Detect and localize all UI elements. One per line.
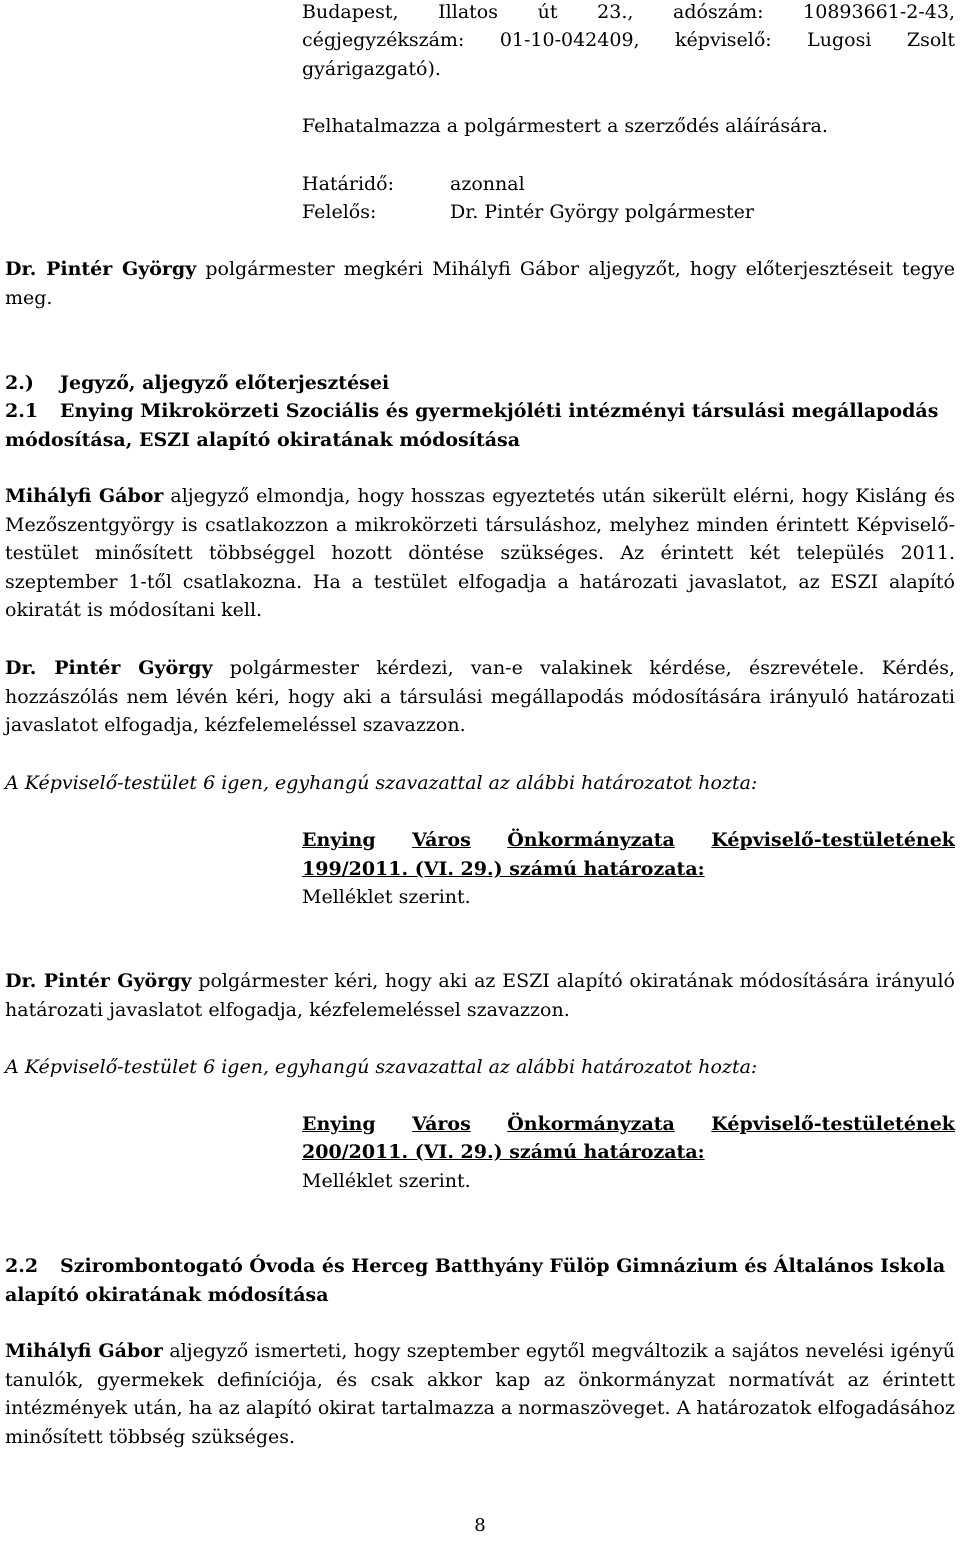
speaker-name: Dr. Pintér György [5, 657, 213, 679]
continued-paragraph-line-2 [302, 26, 955, 55]
heading-word: Önkormányzata [507, 829, 675, 851]
responsible-label: Felelős: [302, 201, 377, 223]
heading-word: Enying [302, 829, 376, 851]
heading-word: Képviselő-testületének [711, 829, 955, 851]
resolution-1-number: 199/2011. (VI. 29.) számú határozata: [302, 858, 705, 880]
deadline-value: azonnal [450, 173, 525, 195]
page-number: 8 [474, 1515, 486, 1536]
text-line: cégjegyzékszám: 01-10-042409, képviselő: Lugosi Zsolt [302, 29, 955, 51]
continued-paragraph-line-1 [302, 0, 955, 27]
heading-word: Város [412, 1113, 471, 1135]
speaker-name: Dr. Pintér György [5, 258, 197, 280]
item-2-1-heading [5, 397, 955, 454]
item-title: Enying Mikrokörzeti Szociális és gyermekjóléti intézményi társulási megállapodás módosítása, ESZI alapító okiratának módosítása [5, 400, 939, 451]
paragraph-mayor-1 [5, 654, 955, 740]
resolution-2-number: 200/2011. (VI. 29.) számú határozata: [302, 1141, 705, 1163]
resolution-1-body: Melléklet szerint. [302, 886, 471, 908]
heading-word: Város [412, 829, 471, 851]
vote-statement-2: A Képviselő-testület 6 igen, egyhangú szavazattal az alábbi határozatot hozta: [5, 1056, 758, 1078]
item-title: Szirombontogató Óvoda és Herceg Batthyány Fülöp Gimnázium és Általános Iskola alapító okiratának módosítása [5, 1255, 946, 1306]
paragraph-text: polgármester megkéri Mihályfi Gábor aljegyzőt, hogy előterjesztéseit tegye meg. [5, 258, 955, 309]
deadline-label: Határidő: [302, 173, 395, 195]
text-line: gyárigazgató). [302, 58, 441, 80]
paragraph-mihalyfi-2 [5, 1337, 955, 1451]
resolution-2-heading [302, 1110, 955, 1139]
resolution-1-heading [302, 826, 955, 855]
paragraph-text: polgármester kérdezi, van-e valakinek kérdése, észrevétele. Kérdés, hozzászólás nem lévén kéri, hogy aki a társulási megállapodás módosítására irányuló határozati javaslatot elfogadja, kézfelemeléssel szavazzon. [5, 657, 955, 736]
section-number: 2.) [5, 372, 34, 394]
speaker-name: Dr. Pintér György [5, 970, 192, 992]
speaker-name: Mihályfi Gábor [5, 1340, 163, 1362]
mayor-request-paragraph [5, 255, 955, 312]
paragraph-text: aljegyző ismerteti, hogy szeptember egytől megváltozik a sajátos nevelési igényű tanulók, gyermekek definíciója, és csak akkor kap az önkormányzat normatívát az érintett intézmények után, ha az alapító okirat tartalmazza a normaszöveget. A határozatok elfogadásához minősített többség szükséges. [5, 1340, 955, 1448]
item-number: 2.1 [5, 400, 39, 422]
paragraph-text: aljegyző elmondja, hogy hosszas egyeztetés után sikerült elérni, hogy Kisláng és Mezőszentgyörgy is csatlakozzon a mikrokörzeti társuláshoz, melyhez minden érintett Képviselő-testület minősített többséggel hozott döntése szükséges. Az érintett két település 2011. szeptember 1-től csatlakozna. Ha a testület elfogadja a határozati javaslatot, az ESZI alapító okiratát is módosítani kell. [5, 485, 955, 621]
continued-paragraph-line-3 [302, 55, 441, 84]
responsible-row [302, 198, 754, 227]
item-2-2-heading [5, 1252, 955, 1309]
vote-statement-1: A Képviselő-testület 6 igen, egyhangú szavazattal az alábbi határozatot hozta: [5, 772, 758, 794]
deadline-row [302, 170, 525, 199]
paragraph-mihalyfi-1 [5, 482, 955, 625]
speaker-name: Mihályfi Gábor [5, 485, 164, 507]
resolution-2-body: Melléklet szerint. [302, 1170, 471, 1192]
section-title: Jegyző, aljegyző előterjesztései [60, 372, 390, 394]
heading-word: Enying [302, 1113, 376, 1135]
paragraph-text: polgármester kéri, hogy aki az ESZI alapító okiratának módosítására irányuló határozati javaslatot elfogadja, kézfelemeléssel szavazzon. [5, 970, 955, 1021]
authorization-text: Felhatalmazza a polgármestert a szerződés aláírására. [302, 115, 828, 137]
heading-word: Képviselő-testületének [711, 1113, 955, 1135]
paragraph-mayor-2 [5, 967, 955, 1024]
text-line: Budapest, Illatos út 23., adószám: 10893661-2-43, [302, 1, 955, 23]
heading-word: Önkormányzata [507, 1113, 675, 1135]
responsible-value: Dr. Pintér György polgármester [450, 201, 754, 223]
item-number: 2.2 [5, 1255, 39, 1277]
section-heading [5, 369, 955, 398]
